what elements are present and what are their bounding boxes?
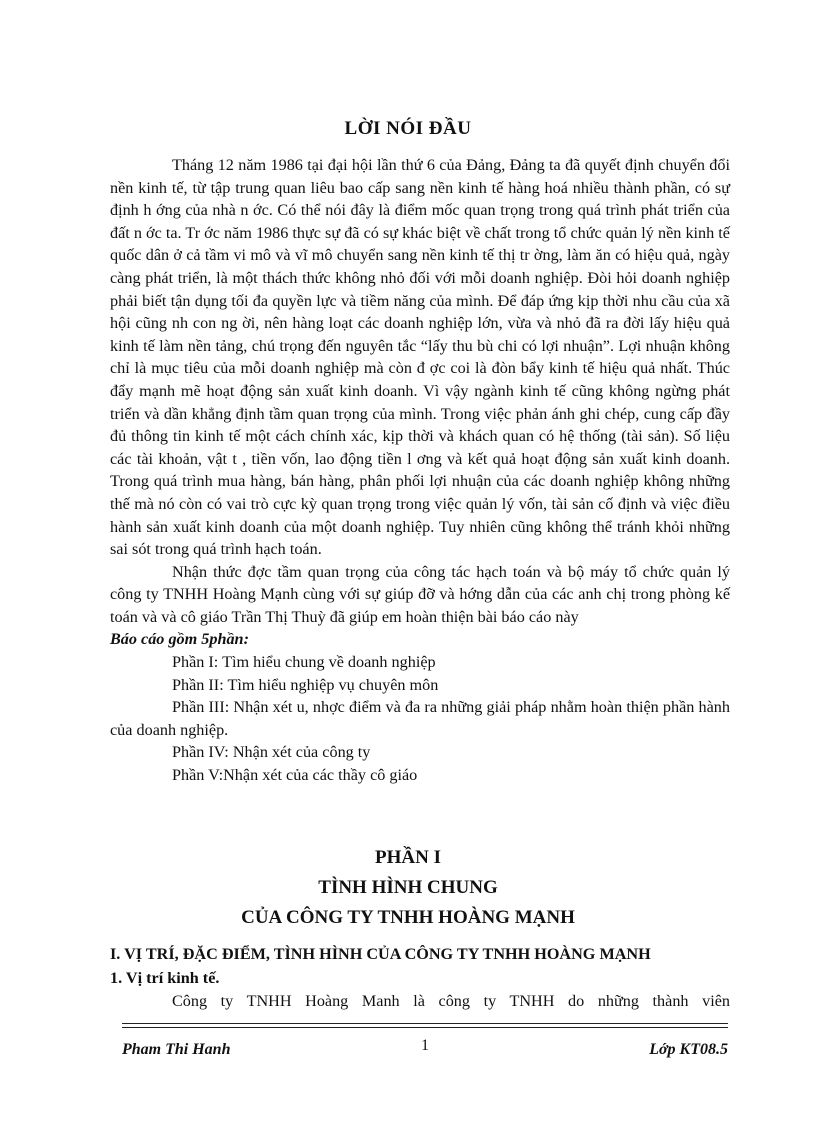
footer-class: Lớp KT08.5	[649, 1041, 728, 1058]
section-company-title: CỦA CÔNG TY TNHH HOÀNG MẠNH	[241, 907, 575, 928]
section-title-block	[0, 843, 816, 933]
footer-author: Pham Thi Hanh	[122, 1041, 231, 1058]
body-paragraph: Công ty TNHH Hoàng Manh là công ty TNHH do những thành viên	[172, 992, 730, 1010]
page-number: 1	[421, 1037, 429, 1054]
footer-divider	[122, 1023, 728, 1028]
part-item: Phần IV: Nhận xét của công ty	[172, 743, 371, 762]
part-item: Phần III: Nhận xét u, nhợc điểm và đa ra những giải pháp nhằm hoàn thiện phần hành của doanh nghiệp.	[110, 698, 730, 739]
chapter-headings	[110, 942, 730, 990]
page-title: LỜI NÓI ĐẦU	[344, 118, 472, 139]
heading-level-1: I. VỊ TRÍ, ĐẶC ĐIỂM, TÌNH HÌNH CỦA CÔNG TY TNHH HOÀNG MẠNH	[110, 945, 651, 963]
section-part-label: PHẦN I	[375, 847, 441, 868]
part-item: Phần I: Tìm hiểu chung về doanh nghiệp	[172, 653, 436, 672]
part-item: Phần V:Nhận xét của các thầy cô giáo	[172, 766, 418, 785]
report-structure-heading: Báo cáo gồm 5phần:	[110, 630, 249, 649]
intro-paragraph: Tháng 12 năm 1986 tại đại hội lần thứ 6 của Đảng, Đảng ta đã quyết định chuyển đổi nền kinh tế, từ tập trung quan liêu bao cấp sang nền kinh tế hàng hoá nhiều thành phần, có sự định h ớng của nhà n ớc. Có thể nói đây là điểm mốc quan trọng trong quá trình phát triển của đất n ớc ta. Tr ớc năm 1986 thực sự đã có sự khác biệt về chất trong tổ chức quản lý nền kinh tế quốc dân ở cả tầm vi mô và vĩ mô chuyển sang nền kinh tế thị tr ờng, làm ăn có hiệu quả, ngày càng phát triển, là một thách thức không nhỏ đối với mỗi doanh nghiệp. Đòi hỏi doanh nghiệp phải biết tận dụng tối đa quyền lực và tiềm năng của mình. Để đáp ứng kịp thời nhu cầu của xã hội cũng nh con ng ời, nên hàng loạt các doanh nghiệp lớn, vừa và nhỏ đã ra đời lấy hiệu quả kinh tế làm nền tảng, chú trọng đến nguyên tắc “lấy thu bù chi có lợi nhuận”. Lợi nhuận không chỉ là mục tiêu của mỗi doanh nghiệp mà còn đ ợc coi là đòn bẩy kinh tế hiệu quả nhất. Thúc đẩy mạnh mẽ hoạt động sản xuất kinh doanh. Vì vậy ngành kinh tế cũng không ngừng phát triển và dần khẳng định tầm quan trọng của mình. Trong việc phản ánh ghi chép, cung cấp đầy đủ thông tin kinh tế một cách chính xác, kịp thời và khách quan có hệ thống (tài sản). Số liệu các tài khoản, vật t , tiền vốn, lao động tiền l ơng và kết quả hoạt động sản xuất kinh doanh. Trong quá trình mua hàng, bán hàng, phân phối lợi nhuận của các doanh nghiệp không những thế mà nó còn có vai trò cực kỳ quan trọng trong việc quản lý vốn, tài sản cố định và việc điều hành sản xuất kinh doanh của một doanh nghiệp. Tuy nhiên cũng không thể tránh khỏi những sai sót trong quá trình hạch toán.	[110, 156, 730, 559]
intro-paragraph: Nhận thức đợc tầm quan trọng của công tác hạch toán và bộ máy tổ chức quản lý công ty TNHH Hoàng Mạnh cùng với sự giúp đỡ và hớng dẫn của các anh chị trong phòng kế toán và và cô giáo Trần Thị Thuỳ đã giúp em hoàn thiện bài báo cáo này	[110, 562, 730, 626]
introduction-body	[110, 154, 730, 787]
section-subtitle: TÌNH HÌNH CHUNG	[318, 877, 498, 898]
part-item: Phần II: Tìm hiểu nghiệp vụ chuyên môn	[172, 675, 439, 694]
heading-level-2: 1. Vị trí kinh tế.	[110, 969, 220, 987]
